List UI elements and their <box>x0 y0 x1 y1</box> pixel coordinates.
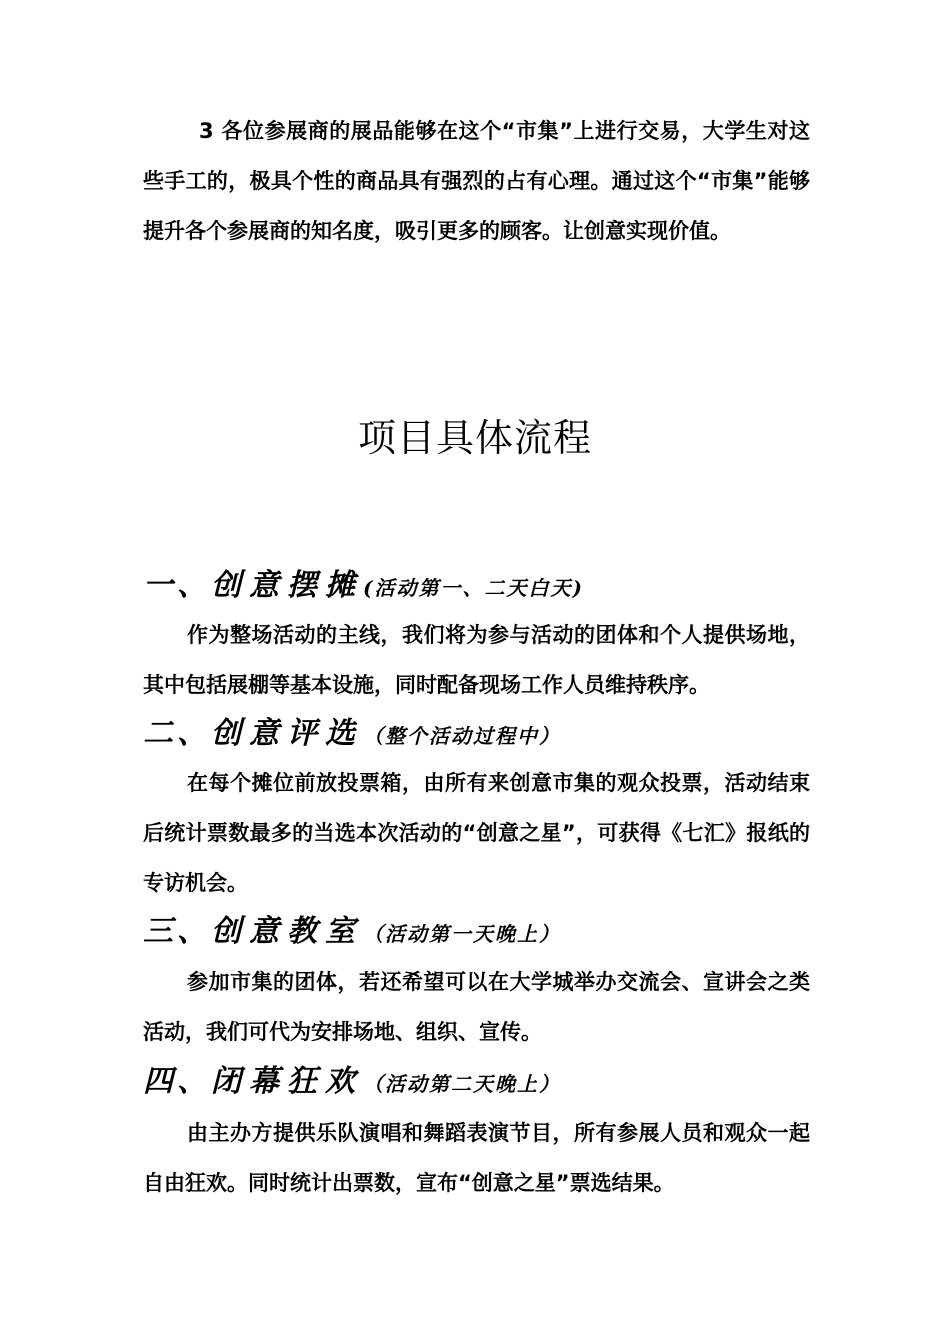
section-heading-1 <box>143 560 584 604</box>
section-heading-4 <box>143 1056 561 1100</box>
section-heading-3 <box>143 906 561 950</box>
section-name: 创意摆摊 <box>211 568 363 603</box>
section-number: 一、 <box>143 568 211 603</box>
section-body-3: 参加市集的团体，若还希望可以在大学城举办交流会、宣讲会之类活动，我们可代为安排场地、组织、宣传。 <box>143 970 810 1044</box>
section-number: 三、 <box>143 914 211 949</box>
section-note: (活动第一、二天白天) <box>363 576 584 600</box>
section-heading-2 <box>143 708 561 752</box>
section-name: 创意教室 <box>211 914 363 949</box>
section-note: （活动第一天晚上） <box>363 922 561 946</box>
section-body-2: 在每个摊位前放投票箱，由所有来创意市集的观众投票，活动结束后统计票数最多的当选本次活动的“创意之星”，可获得《七汇》报纸的专访机会。 <box>143 771 810 895</box>
section-body-4: 由主办方提供乐队演唱和舞蹈表演节目，所有参展人员和观众一起自由狂欢。同时统计出票数，宣布“创意之星”票选结果。 <box>143 1121 810 1195</box>
section-name: 闭幕狂欢 <box>211 1064 363 1099</box>
page-title: 项目具体流程 <box>357 416 592 460</box>
intro-paragraph: 3 各位参展商的展品能够在这个“市集”上进行交易，大学生对这些手工的，极具个性的商品具有强烈的占有心理。通过这个“市集”能够提升各个参展商的知名度，吸引更多的顾客。让创意实现价值。 <box>143 119 810 243</box>
section-body-1: 作为整场活动的主线，我们将为参与活动的团体和个人提供场地，其中包括展棚等基本设施，同时配备现场工作人员维持秩序。 <box>143 623 810 697</box>
section-number: 四、 <box>143 1064 211 1099</box>
section-number: 二、 <box>143 716 211 751</box>
section-note: （整个活动过程中） <box>363 724 561 748</box>
section-name: 创意评选 <box>211 716 363 751</box>
section-note: （活动第二天晚上） <box>363 1072 561 1096</box>
